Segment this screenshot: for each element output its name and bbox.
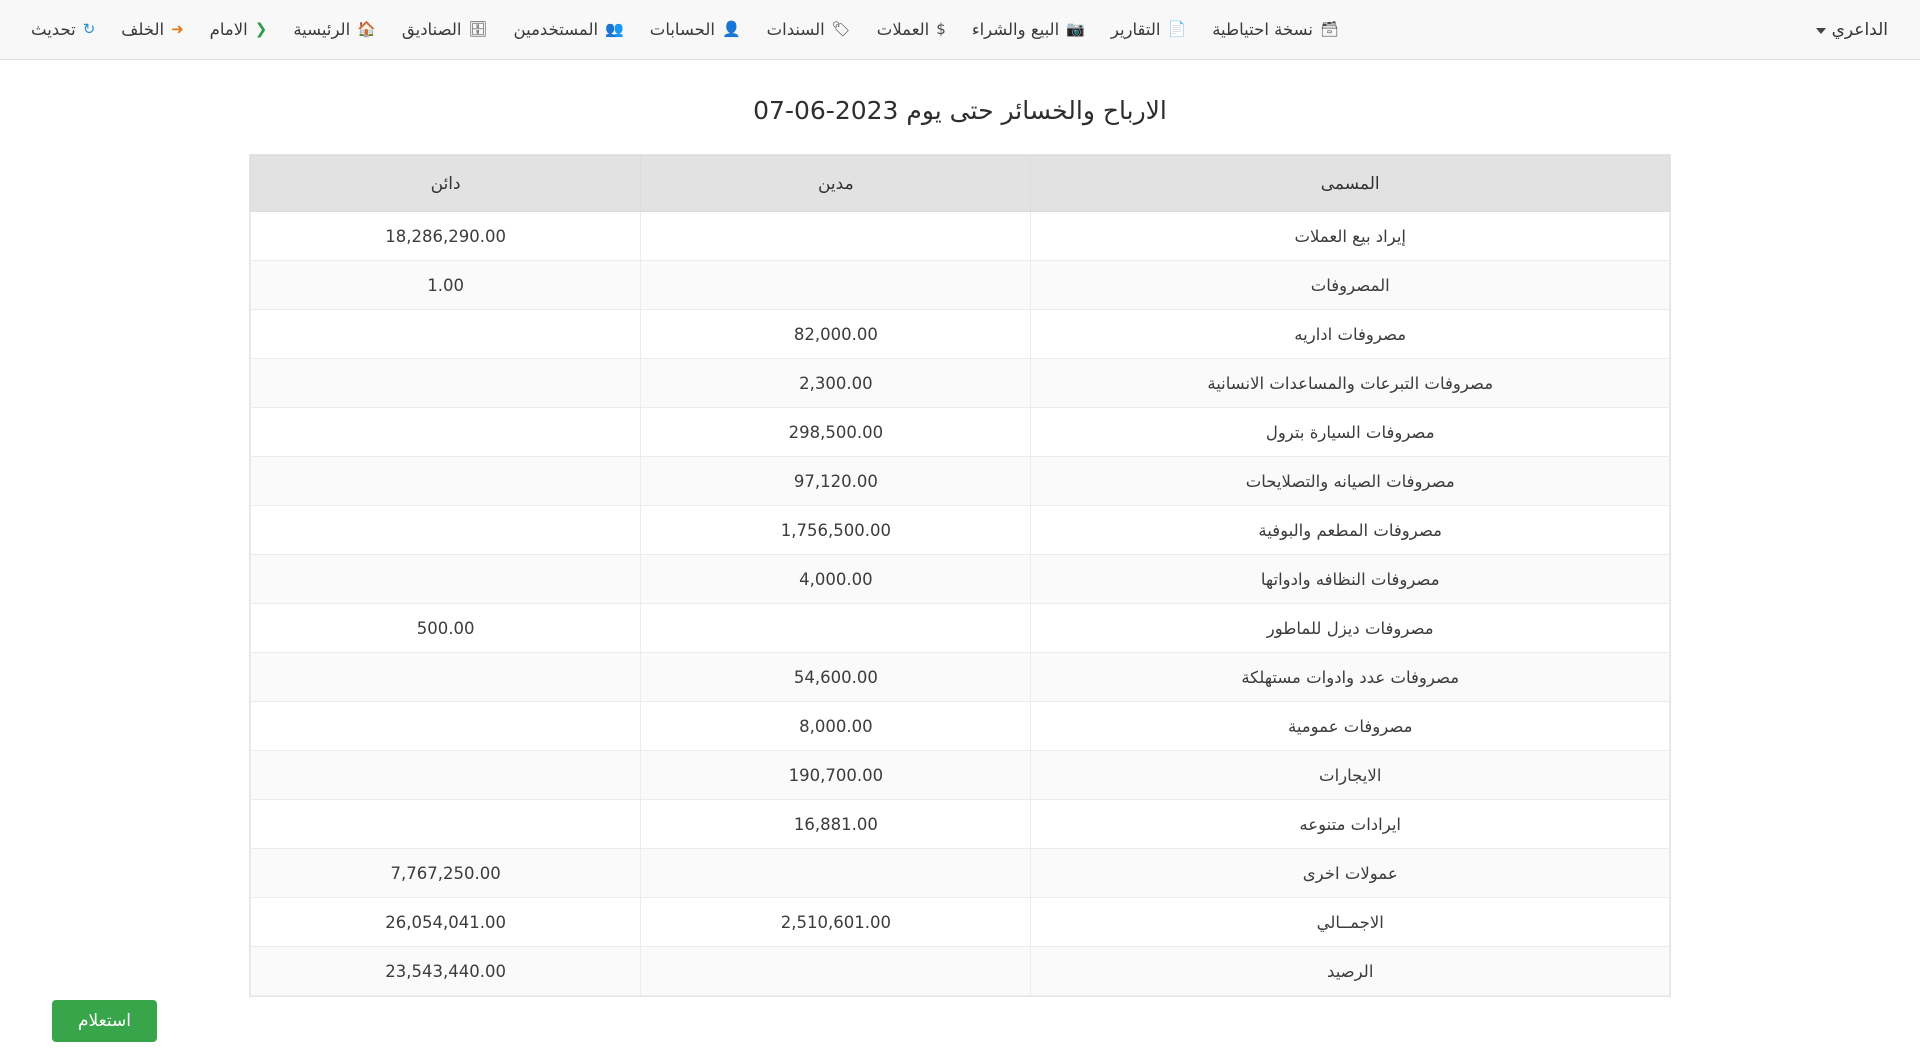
table-row (251, 800, 1670, 849)
report-table-container (250, 155, 1670, 996)
nav-item-home[interactable] (280, 0, 389, 60)
camera-icon: 📷 (1066, 20, 1085, 38)
nav-item-users[interactable] (501, 0, 637, 60)
nav-label: التقارير (1110, 20, 1161, 39)
cell-credit (251, 408, 641, 457)
navbar-brand-group (1806, 20, 1898, 40)
nav-item-forward[interactable] (197, 0, 281, 60)
cell-debit: 82,000.00 (641, 310, 1031, 359)
table-row (251, 457, 1670, 506)
cell-debit: 1,756,500.00 (641, 506, 1031, 555)
table-row (251, 653, 1670, 702)
arrow-left-icon: ❮ (254, 20, 268, 38)
table-row (251, 849, 1670, 898)
table-row (251, 359, 1670, 408)
table-head (251, 156, 1670, 212)
nav-item-backup[interactable] (1199, 0, 1352, 60)
table-row (251, 702, 1670, 751)
page-content (0, 60, 1920, 1031)
nav-item-accounts[interactable] (637, 0, 754, 60)
cell-credit (251, 653, 641, 702)
cell-debit (641, 212, 1031, 261)
nav-label: الرئيسية (293, 20, 351, 39)
refresh-icon: ↻ (82, 20, 96, 38)
arrow-right-icon: ➜ (171, 20, 184, 38)
cell-debit: 54,600.00 (641, 653, 1031, 702)
cell-account-name: مصروفات المطعم والبوفية (1031, 506, 1670, 555)
nav-label: الحسابات (649, 20, 715, 39)
nav-label: نسخة احتياطية (1212, 20, 1313, 39)
cell-account-name: مصروفات عمومية (1031, 702, 1670, 751)
cell-credit: 18,286,290.00 (251, 212, 641, 261)
brand-label: الداعري (1831, 19, 1888, 40)
nav-label: الامام (209, 20, 248, 39)
nav-label: البيع والشراء (971, 20, 1060, 39)
cell-credit (251, 310, 641, 359)
nav-item-back[interactable] (108, 0, 196, 60)
cell-debit: 298,500.00 (641, 408, 1031, 457)
nav-label: الصناديق (401, 20, 462, 39)
table-row (251, 898, 1670, 947)
database-icon: 🗃 (1319, 20, 1340, 38)
nav-label: العملات (876, 20, 930, 39)
cell-account-name: مصروفات الصيانه والتصلايحات (1031, 457, 1670, 506)
cell-account-name: مصروفات النظافه وادواتها (1031, 555, 1670, 604)
column-header-name: المسمى (1031, 156, 1670, 212)
nav-item-currencies[interactable] (864, 0, 959, 60)
nav-label: الخلف (121, 20, 165, 39)
cell-account-name: مصروفات اداريه (1031, 310, 1670, 359)
cell-debit: 2,510,601.00 (641, 898, 1031, 947)
column-header-debit: مدين (641, 156, 1031, 212)
cell-account-name: الاجمــالي (1031, 898, 1670, 947)
cell-credit: 7,767,250.00 (251, 849, 641, 898)
top-navbar (0, 0, 1920, 60)
table-body (251, 212, 1670, 996)
page-title: الارباح والخسائر حتى يوم 2023-06-07 (753, 96, 1167, 125)
cell-credit: 500.00 (251, 604, 641, 653)
cell-credit (251, 457, 641, 506)
chevron-down-icon (1816, 28, 1826, 34)
nav-label: السندات (766, 20, 825, 39)
table-row (251, 310, 1670, 359)
cell-account-name: مصروفات التبرعات والمساعدات الانسانية (1031, 359, 1670, 408)
cell-credit (251, 359, 641, 408)
cell-account-name: مصروفات عدد وادوات مستهلكة (1031, 653, 1670, 702)
cell-credit (251, 555, 641, 604)
table-row (251, 506, 1670, 555)
cell-account-name: الايجارات (1031, 751, 1670, 800)
table-row (251, 604, 1670, 653)
nav-item-refresh[interactable] (18, 0, 108, 60)
table-row (251, 408, 1670, 457)
query-button[interactable]: استعلام (52, 1000, 157, 1042)
cell-account-name: المصروفات (1031, 261, 1670, 310)
brand-dropdown[interactable] (1806, 20, 1898, 40)
cell-account-name: مصروفات السيارة بترول (1031, 408, 1670, 457)
table-row (251, 261, 1670, 310)
nav-item-safes[interactable] (389, 0, 501, 60)
cell-credit (251, 751, 641, 800)
safe-box-icon: 🗄 (468, 20, 488, 38)
tags-icon: 🏷 (831, 20, 851, 38)
cell-account-name: إيراد بيع العملات (1031, 212, 1670, 261)
users-icon: 👥 (605, 20, 624, 38)
nav-item-vouchers[interactable] (754, 0, 864, 60)
cell-credit (251, 702, 641, 751)
table-row (251, 947, 1670, 996)
home-icon: 🏠 (357, 20, 376, 38)
cell-debit: 16,881.00 (641, 800, 1031, 849)
table-row (251, 212, 1670, 261)
table-header-row (251, 156, 1670, 212)
bottom-action-bar (52, 1000, 157, 1042)
cell-account-name: ايرادات متنوعه (1031, 800, 1670, 849)
table-row (251, 555, 1670, 604)
dollar-icon: $ (936, 20, 946, 38)
user-tie-icon: 👤 (721, 20, 741, 38)
cell-debit: 8,000.00 (641, 702, 1031, 751)
cell-account-name: عمولات اخرى (1031, 849, 1670, 898)
cell-credit (251, 506, 641, 555)
cell-credit (251, 800, 641, 849)
column-header-credit: دائن (251, 156, 641, 212)
table-row (251, 751, 1670, 800)
cell-account-name: مصروفات ديزل للماطور (1031, 604, 1670, 653)
cell-debit: 190,700.00 (641, 751, 1031, 800)
cell-debit: 2,300.00 (641, 359, 1031, 408)
cell-debit (641, 947, 1031, 996)
cell-credit: 23,543,440.00 (251, 947, 641, 996)
file-icon: 📄 (1167, 20, 1187, 38)
nav-item-reports[interactable] (1098, 0, 1199, 60)
cell-debit: 97,120.00 (641, 457, 1031, 506)
cell-debit (641, 849, 1031, 898)
cell-debit (641, 261, 1031, 310)
navbar-items (18, 0, 1352, 60)
cell-account-name: الرصيد (1031, 947, 1670, 996)
nav-label: تحديث (31, 20, 76, 39)
profit-loss-table (250, 155, 1670, 996)
nav-item-buy-sell[interactable] (959, 0, 1098, 60)
cell-debit (641, 604, 1031, 653)
cell-credit: 1.00 (251, 261, 641, 310)
nav-label: المستخدمين (513, 20, 599, 39)
cell-credit: 26,054,041.00 (251, 898, 641, 947)
cell-debit: 4,000.00 (641, 555, 1031, 604)
